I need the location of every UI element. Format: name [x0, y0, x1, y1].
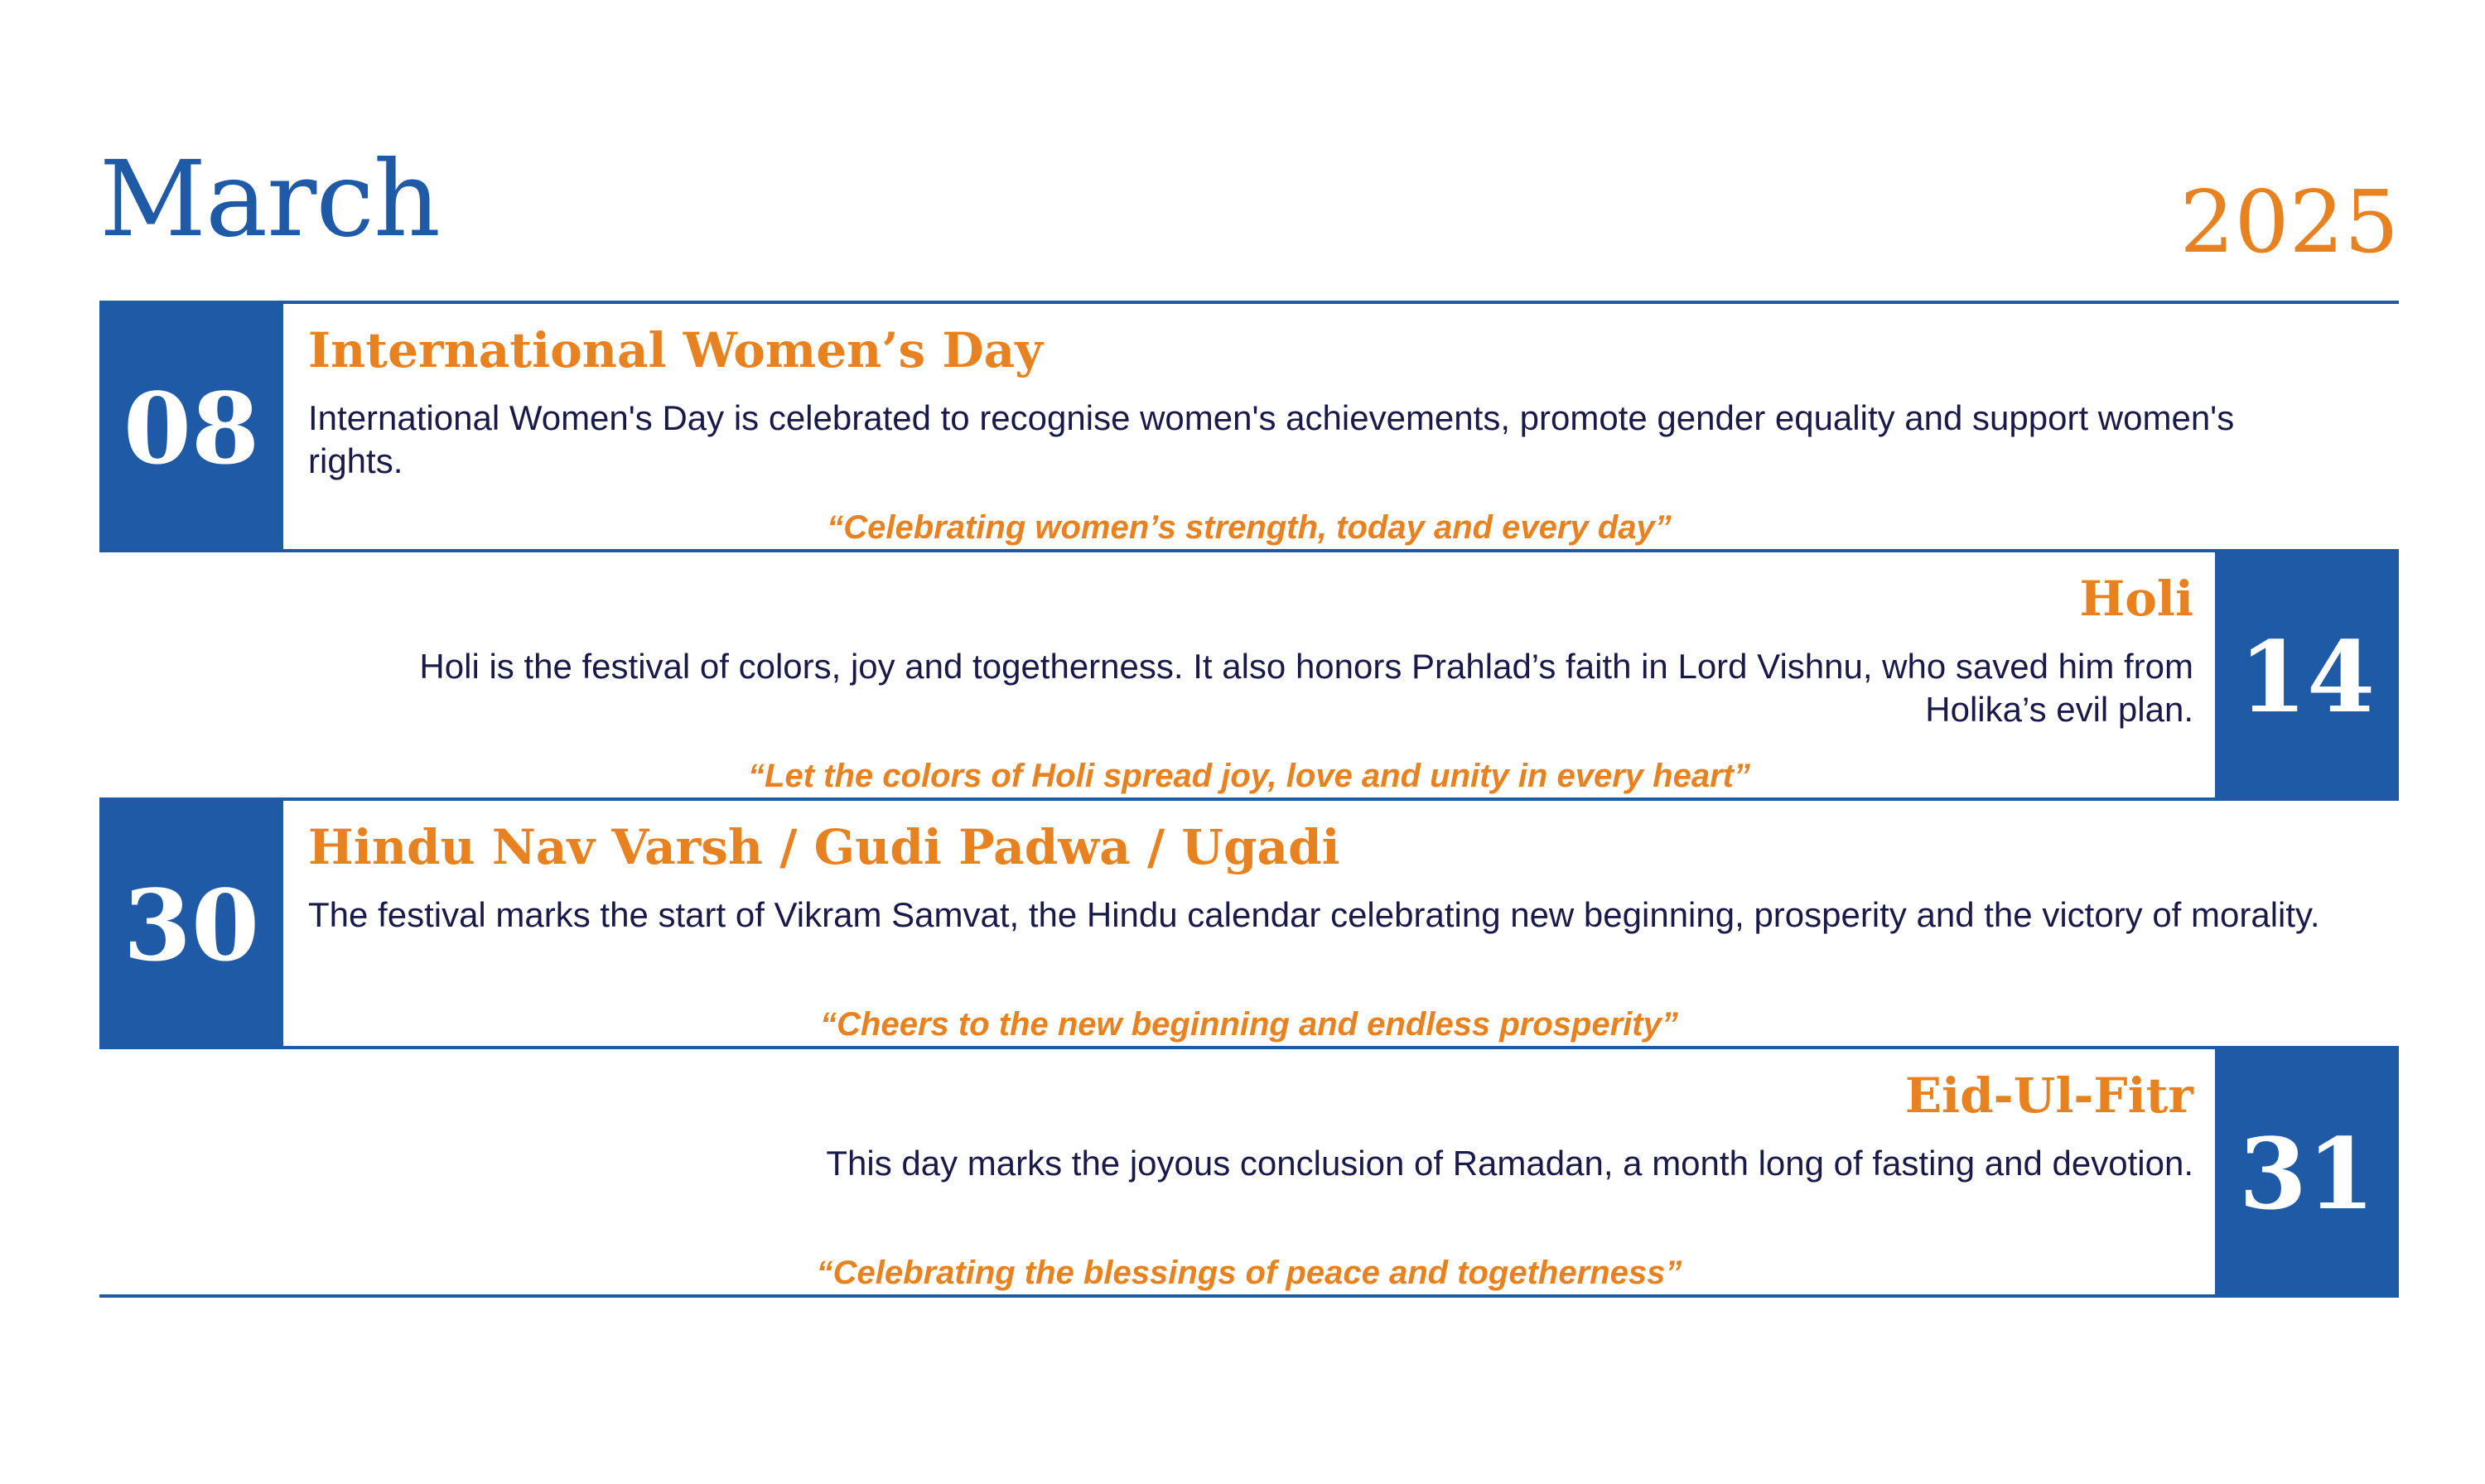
event-entry-nav-varsh: [99, 801, 2399, 1049]
date-box: 30: [99, 801, 283, 1049]
event-title: International Women’s Day: [308, 322, 1043, 378]
date-box: 31: [2215, 1049, 2399, 1298]
event-quote: “Cheers to the new beginning and endless prosperity”: [820, 1006, 1678, 1043]
event-entry-eid-ul-fitr: [99, 1049, 2399, 1298]
event-entry-womens-day: [99, 304, 2399, 552]
event-description: International Women's Day is celebrated to recognise women's achievements, promote gender equality and support women's rights.: [308, 398, 2235, 480]
event-quote: “Celebrating women’s strength, today and every day”: [827, 509, 1672, 546]
event-description: This day marks the joyous conclusion of Ramadan, a month long of fasting and devotion.: [826, 1144, 2193, 1183]
event-description: The festival marks the start of Vikram Samvat, the Hindu calendar celebrating new beginning, prosperity and the victory of morality.: [308, 895, 2320, 934]
event-title: Eid-Ul-Fitr: [1904, 1067, 2193, 1124]
event-description: Holi is the festival of colors, joy and togetherness. It also honors Prahlad’s faith in Lord Vishnu, who saved him from Holika’s evil plan.: [419, 647, 2193, 729]
event-quote: “Celebrating the blessings of peace and togetherness”: [816, 1255, 1682, 1291]
month-title: March: [99, 138, 441, 260]
year-title: 2025: [2179, 171, 2399, 272]
date-box: 14: [2215, 552, 2399, 801]
event-title: Hindu Nav Varsh / Gudi Padwa / Ugadi: [308, 819, 1340, 875]
event-entry-holi: [99, 552, 2399, 801]
date-box: 08: [99, 304, 283, 552]
event-quote: “Let the colors of Holi spread joy, love and unity in every heart”: [748, 758, 1750, 794]
event-title: Holi: [2079, 571, 2193, 627]
